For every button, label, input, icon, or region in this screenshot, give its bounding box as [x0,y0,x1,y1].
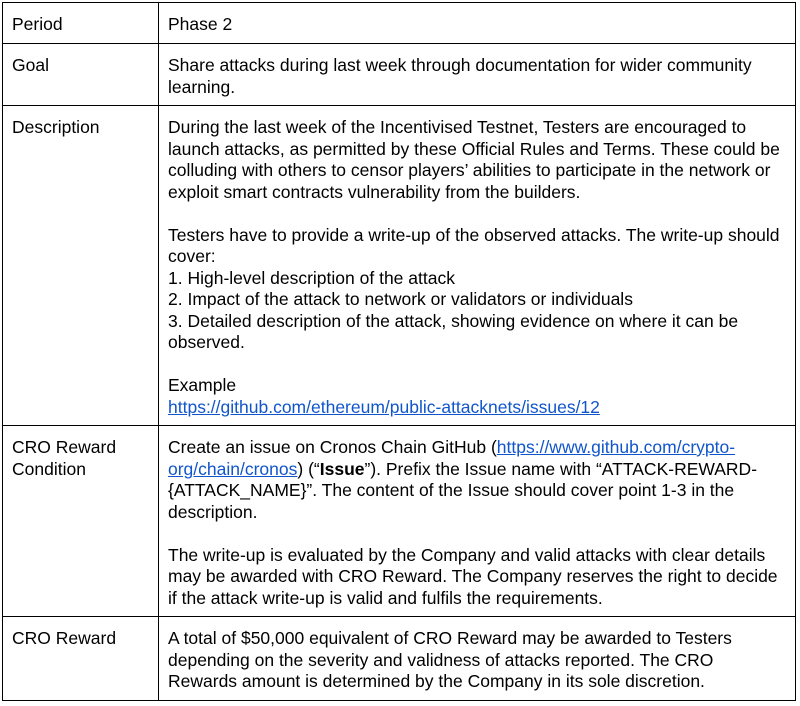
condition-text-2: ) (“ [297,458,320,479]
condition-cell [159,426,796,617]
description-label: Description [3,106,159,426]
condition-text-1: Create an issue on Cronos Chain GitHub ( [168,437,497,457]
reward-value: A total of $50,000 equivalent of CRO Reward may be awarded to Testers depending on the severity and validness of attacks reported. The CRO Rewards amount is determined by the Company in its sole discretion. [159,617,796,701]
table-row-condition [3,426,796,617]
condition-paragraph-2: The write-up is evaluated by the Company and valid attacks with clear details may be awarded with CRO Reward. The Company reserves the right to decide if the attack write-up is valid and fulfils the requirements. [168,544,778,608]
table-row-reward [3,617,796,701]
table-row-goal [3,44,796,106]
github-link[interactable]: https://www.github.com/crypto-org/chain/cronos [168,437,736,479]
condition-text-3: ”). Prefix the Issue name with “ATTACK-REWARD-{ATTACK_NAME}”. The content of the Issue should cover point 1-3 in the description. [168,458,758,522]
table-row-period [3,3,796,44]
description-paragraph-1: During the last week of the Incentivised Testnet, Testers are encouraged to launch attacks, as permitted by these Official Rules and Terms. These could be colluding with others to censor players’ abilities to participate in the network or exploit smart contracts vulnerability from the builders. [168,117,780,202]
description-list-item-1: 1. High-level description of the attack [168,267,455,288]
period-label: Period [3,3,159,44]
period-value: Phase 2 [159,3,796,44]
table-row-description [3,106,796,426]
issue-term: Issue [319,458,365,479]
condition-label: CRO Reward Condition [3,426,159,617]
condition-paragraph-1 [168,437,786,523]
goal-label: Goal [3,44,159,106]
description-list-item-2: 2. Impact of the attack to network or validators or individuals [168,289,633,309]
terms-table [2,2,796,701]
reward-label: CRO Reward [3,617,159,701]
description-list-item-3: 3. Detailed description of the attack, showing evidence on where it can be observed. [168,310,739,352]
description-paragraph-2: Testers have to provide a write-up of the observed attacks. The write-up should cover: [168,224,780,266]
description-cell [159,106,796,426]
example-label: Example [168,375,237,395]
example-link[interactable]: https://github.com/ethereum/public-attacknets/issues/12 [168,396,600,417]
goal-value: Share attacks during last week through documentation for wider community learning. [159,44,796,106]
